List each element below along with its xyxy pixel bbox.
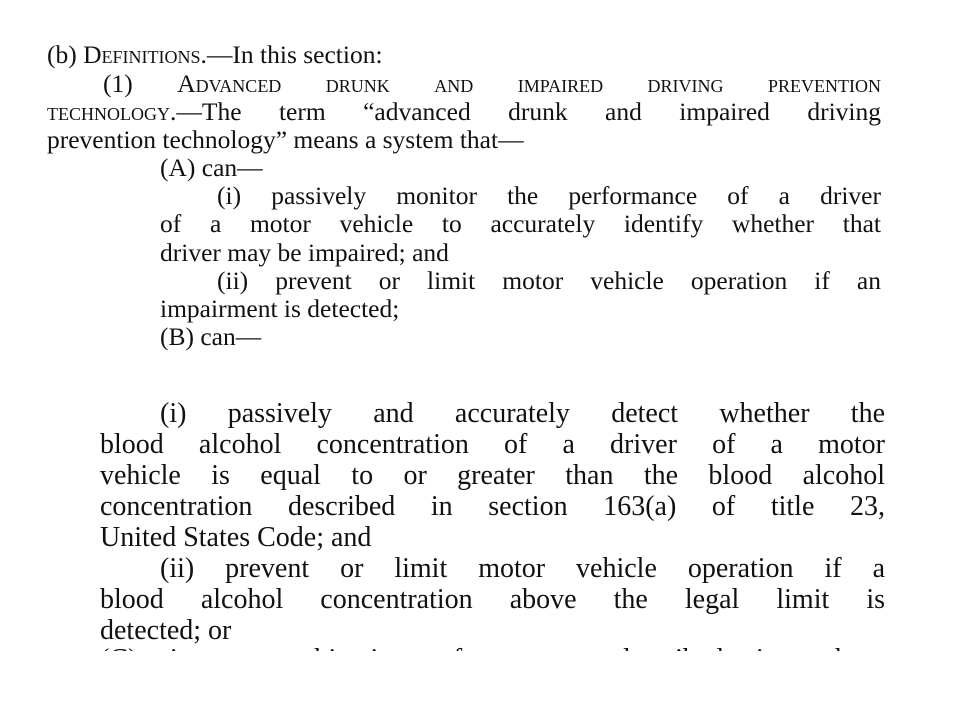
subsection-b-prefix: (b) (47, 40, 84, 69)
subparagraph-b-label: (B) can— (160, 322, 262, 351)
clause-a-ii-line-2: impairment is detected; (160, 294, 400, 323)
clause-a-i-line-3: driver may be impaired; and (160, 238, 449, 267)
crop-mask (0, 651, 960, 720)
clause-b-i-line-4: concentration described in section 163(a) of title 23, (100, 491, 885, 522)
clause-b-ii-line-1: (ii) prevent or limit motor vehicle operation if a (160, 553, 885, 584)
paragraph-1-line-3: prevention technology” means a system that— (47, 125, 524, 154)
subparagraph-a-label: (A) can— (160, 153, 263, 182)
paragraph-1-line-2 (47, 99, 881, 125)
clause-a-ii-line-1: (ii) prevent or limit motor vehicle operation if an (217, 266, 881, 295)
clause-b-i-line-5: United States Code; and (100, 522, 372, 553)
clause-b-i-line-3: vehicle is equal to or greater than the blood alcohol (100, 460, 885, 491)
paragraph-1-term-b: technology (47, 97, 170, 126)
clause-b-i-line-2: blood alcohol concentration of a driver of a motor (100, 429, 885, 460)
clause-a-i-line-1: (i) passively monitor the performance of a driver (217, 181, 881, 210)
clause-a-i-line-2: of a motor vehicle to accurately identify whether that (160, 209, 881, 238)
clause-b-i-line-1: (i) passively and accurately detect whether the (160, 398, 885, 429)
subsection-b-rest: .—In this section: (200, 40, 383, 69)
paragraph-1-term-a: Advanced drunk and impaired driving prevention (177, 69, 881, 98)
paragraph-1-heading (103, 71, 881, 97)
paragraph-1-prefix: (1) (103, 69, 178, 98)
clause-b-ii-line-2: blood alcohol concentration above the legal limit is (100, 584, 885, 615)
definitions-heading: Definitions (83, 40, 201, 69)
paragraph-1-definition-start: .—The term “advanced drunk and impaired driving (170, 97, 881, 126)
subsection-b-heading (47, 42, 383, 68)
clause-b-ii-line-3: detected; or (100, 615, 232, 646)
